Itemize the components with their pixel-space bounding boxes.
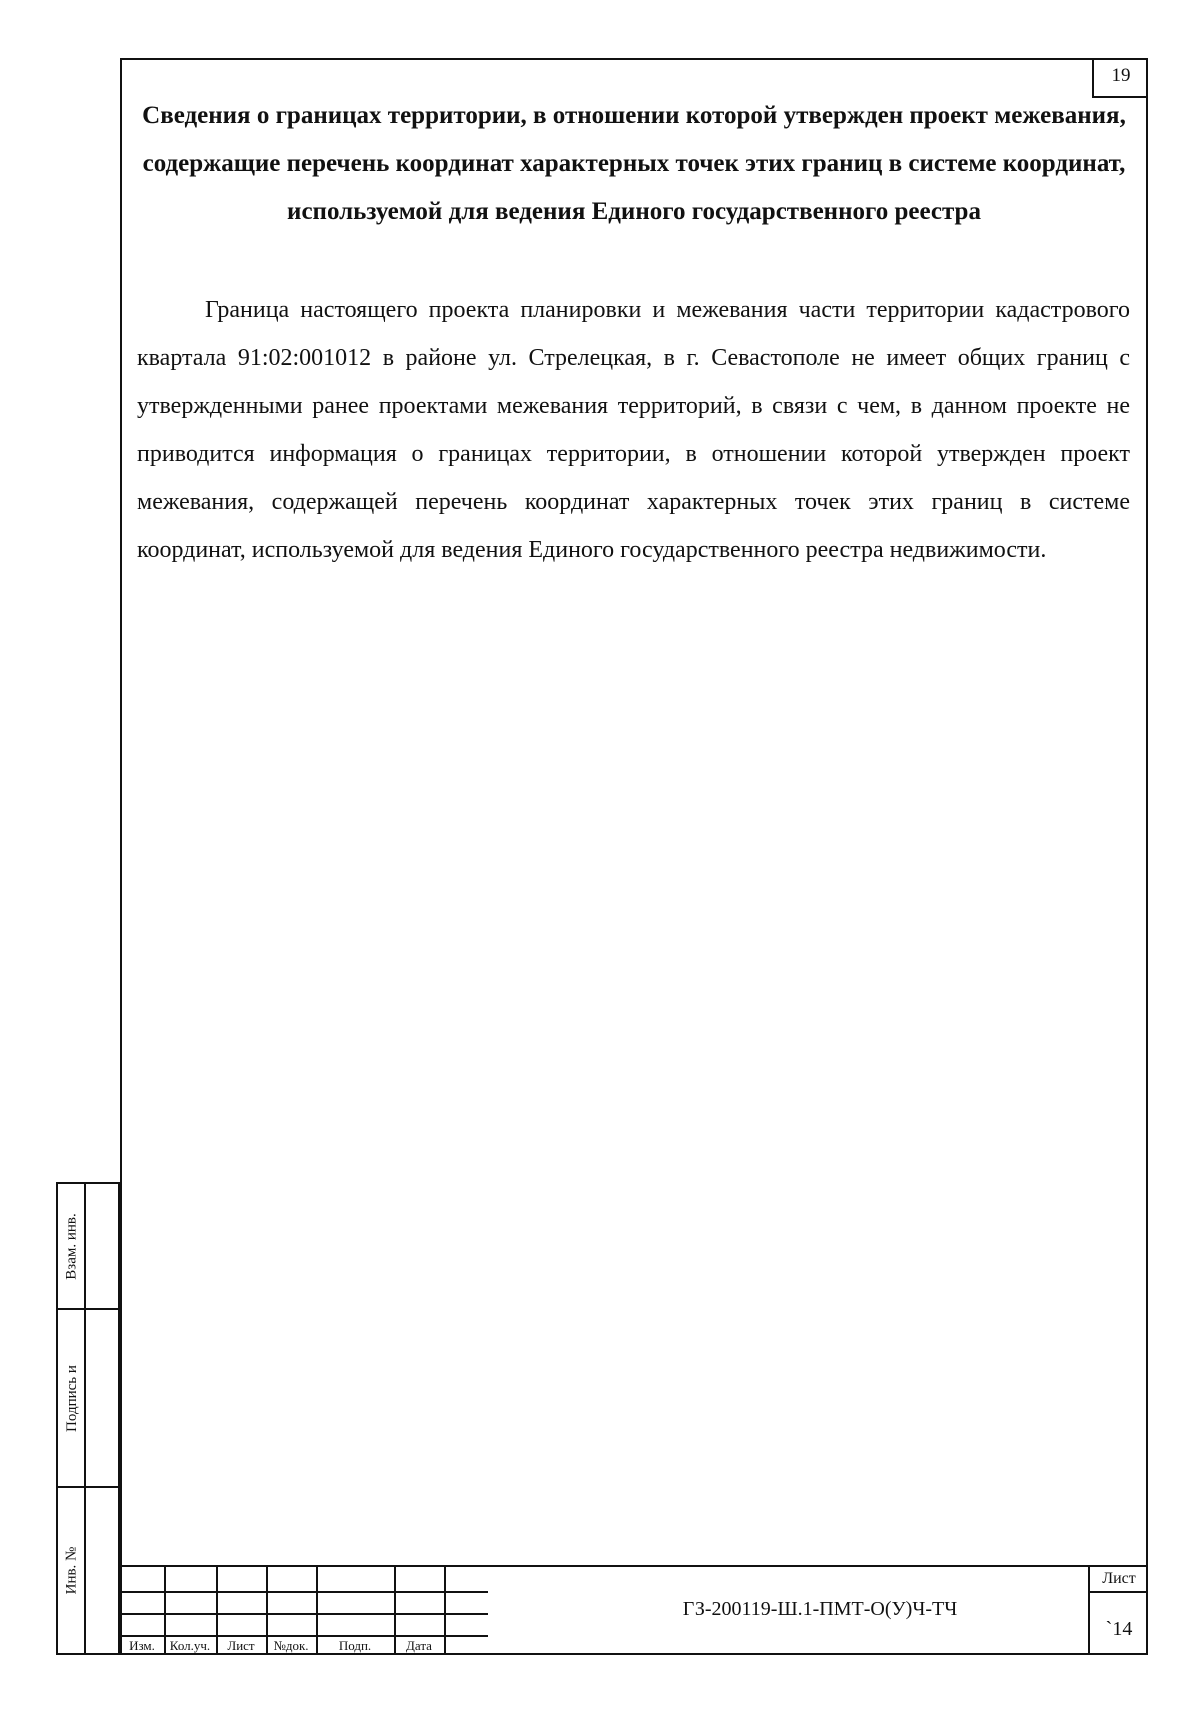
- title-block-row-line: [120, 1591, 488, 1593]
- col-header-kol-uch: Кол.уч.: [169, 1638, 211, 1653]
- sheet-number: `14: [1105, 1618, 1133, 1640]
- title-block-row-line: [120, 1613, 488, 1615]
- side-label-podpis: Подпись и: [63, 1364, 80, 1432]
- col-header-list: Лист: [227, 1638, 255, 1653]
- col-header-podp: Подп.: [338, 1638, 372, 1653]
- body-paragraph: Граница настоящего проекта планировки и межевания части территории кадастрового квартала 91:02:001012 в районе ул. Стрелецкая, в г. Севастополе не имеет общих границ с утвержденными ранее проектами межевания территорий, в связи с чем, в данном проекте не приводится информация о границах территории, в отношении которой утвержден проект межевания, содержащей перечень координат характерных точек этих границ в системе координат, используемой для ведения Единого государственного реестра недвижимости.: [137, 297, 1130, 563]
- page-number: 19: [1092, 58, 1148, 98]
- side-label-vzam-inv: Взам. инв.: [63, 1212, 80, 1280]
- side-label-inv-no: Инв. №: [63, 1546, 80, 1595]
- title-block-row-line: [1088, 1591, 1146, 1593]
- col-header-izm: Изм.: [129, 1638, 155, 1653]
- title-block-col-line: [444, 1567, 446, 1655]
- document-code: ГЗ-200119-Ш.1-ПМТ-О(У)Ч-ТЧ: [682, 1598, 958, 1620]
- col-header-data: Дата: [406, 1638, 432, 1653]
- side-stamp: [56, 1182, 120, 1655]
- sheet-label: Лист: [1102, 1570, 1136, 1587]
- col-header-no-dok: №док.: [273, 1638, 309, 1653]
- section-heading: Сведения о границах территории, в отношении которой утвержден проект межевания, содержащие перечень координат характерных точек этих границ в системе координат, используемой для ведения Единого государственного реестра: [142, 102, 1126, 225]
- title-block: [120, 1565, 1148, 1655]
